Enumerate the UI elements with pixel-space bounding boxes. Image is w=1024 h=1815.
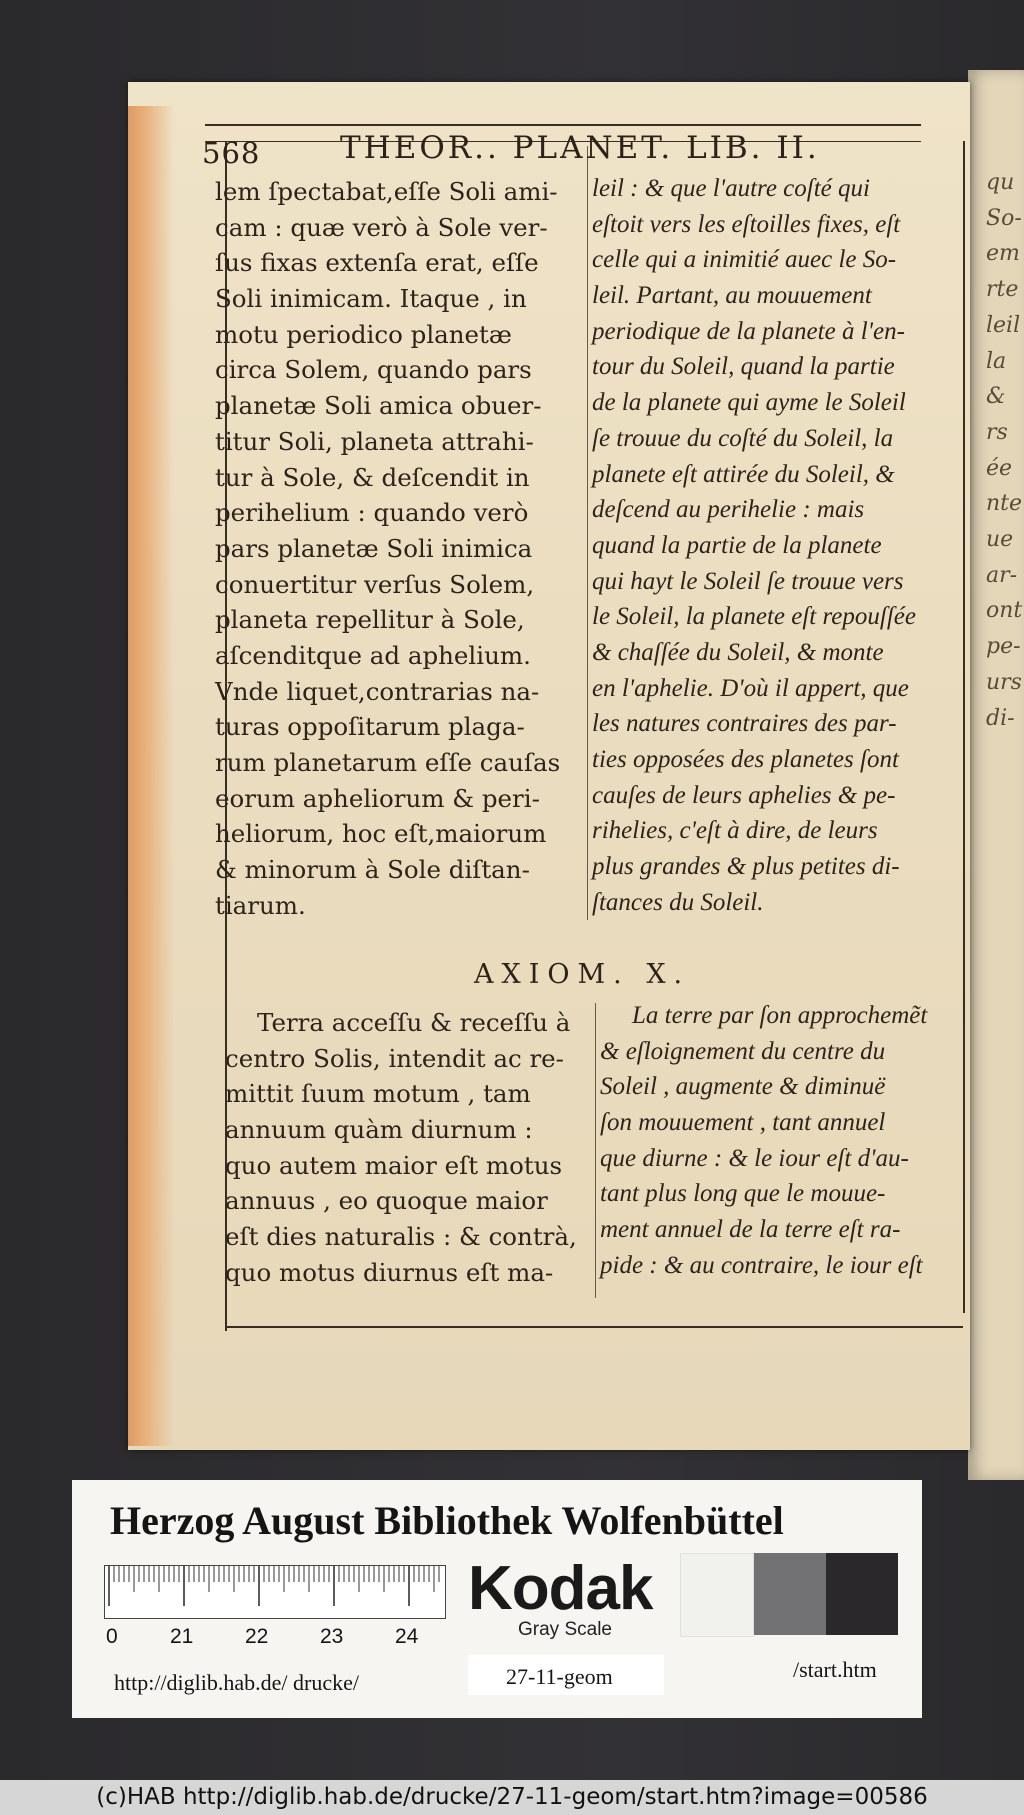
text-line: Soleil , augmente & diminuë — [600, 1073, 886, 1101]
text-line: annuum quàm diurnum : — [225, 1115, 533, 1145]
gray-scale-label: Gray Scale — [518, 1619, 612, 1640]
text-line: & eſloignement du centre du — [600, 1037, 886, 1065]
facing-page-fragment: leil — [986, 312, 1021, 338]
ruler-label: 23 — [320, 1625, 344, 1648]
page-edge-stain — [128, 106, 174, 1446]
column-divider-lower — [595, 1003, 596, 1298]
facing-page-fragment: ée — [986, 455, 1013, 481]
text-line: perihelium : quando verò — [215, 498, 529, 528]
frame-rule-bottom — [225, 1326, 963, 1328]
facing-page-fragment: So- — [986, 205, 1022, 231]
text-line: turas oppoſitarum plaga- — [215, 712, 525, 742]
text-line: en l'aphelie. D'où il appert, que — [592, 674, 909, 702]
text-line: conuertitur verſus Solem, — [215, 569, 535, 599]
text-line: annuus , eo quoque maior — [225, 1186, 548, 1216]
text-line: ment annuel de la terre eſt ra- — [600, 1216, 901, 1244]
measurement-ruler — [104, 1565, 446, 1619]
running-title: THEOR.. PLANET. LIB. II. — [340, 130, 820, 166]
text-line: ſe trouue du coſté du Soleil, la — [592, 424, 894, 452]
facing-page-fragment: & — [986, 384, 1006, 410]
text-line: tur à Sole, & deſcendit in — [215, 462, 530, 492]
text-line: ſus fixas extenſa erat, eſſe — [215, 248, 539, 278]
text-line: centro Solis, intendit ac re- — [225, 1043, 564, 1073]
text-line: & minorum à Sole diſtan- — [215, 855, 530, 885]
ruler-ticks — [105, 1566, 445, 1618]
text-line: que diurne : & le iour eſt d'au- — [600, 1144, 909, 1172]
gray-patch-mid — [754, 1553, 826, 1635]
text-line: qui hayt le Soleil ſe trouue vers — [592, 567, 904, 595]
kodak-logo: Kodak — [468, 1554, 653, 1623]
facing-page-fragment: ar- — [986, 562, 1018, 588]
text-line: eorum apheliorum & peri- — [215, 783, 540, 813]
text-line: tiarum. — [215, 890, 306, 920]
text-line: periodique de la planete à l'en- — [592, 317, 905, 345]
text-line: pars planetæ Soli inimica — [215, 533, 533, 563]
text-line: aſcenditque ad aphelium. — [215, 640, 531, 670]
facing-page-fragment: pe- — [986, 634, 1021, 660]
text-line: leil : & que l'autre coſté qui — [592, 175, 870, 202]
text-line: circa Solem, quando pars — [215, 355, 532, 385]
text-line: tour du Soleil, quand la partie — [592, 353, 895, 381]
text-line: ſon mouuement , tant annuel — [600, 1109, 886, 1137]
french-column-lower — [600, 998, 962, 1284]
facing-page-fragment: urs — [986, 669, 1022, 695]
text-line: lem ſpectabat,eſſe Soli ami- — [215, 177, 558, 206]
text-line: planetæ Soli amica obuer- — [215, 391, 542, 421]
text-line: Terra acceſſu & receſſu à — [257, 1008, 571, 1037]
text-line: mittit ſuum motum , tam — [225, 1079, 531, 1109]
french-column-upper — [592, 171, 954, 920]
text-line: La terre par ſon approchemẽt — [632, 1002, 928, 1029]
text-line: planeta repellitur à Sole, — [215, 605, 525, 635]
copyright-caption: (c)HAB http://diglib.hab.de/drucke/27-11-geom/start.htm?image=00586 — [96, 1784, 928, 1810]
text-line: & chaſſée du Soleil, & monte — [592, 638, 884, 666]
url-tail: /start.htm — [793, 1657, 877, 1682]
text-line: eſt dies naturalis : & contrà, — [225, 1222, 577, 1252]
text-line: rum planetarum eſſe cauſas — [215, 748, 561, 777]
latin-column-lower — [225, 1005, 593, 1291]
facing-page-edge — [968, 70, 1024, 1480]
text-line: Vnde liquet,contrarias na- — [215, 676, 540, 706]
facing-page-fragment: di- — [986, 705, 1015, 731]
text-line: planete eſt attirée du Soleil, & — [592, 460, 895, 488]
ruler-label: 0 — [106, 1625, 118, 1648]
text-line: rihelies, c'eſt à dire, de leurs — [592, 817, 878, 845]
text-line: de la planete qui ayme le Soleil — [592, 389, 906, 417]
url-base: http://diglib.hab.de/ drucke/ — [114, 1670, 360, 1695]
text-line: quand la partie de la planete — [592, 531, 882, 559]
facing-page-fragment: la — [986, 348, 1007, 374]
axiom-heading: AXIOM. X. — [474, 959, 691, 990]
text-line: cam : quæ verò à Sole ver- — [215, 212, 548, 242]
facing-page-fragment: ont — [986, 598, 1023, 624]
facing-page-fragment: rte — [986, 277, 1019, 303]
ruler-label: 24 — [395, 1625, 419, 1648]
text-line: quo autem maior eſt motus — [225, 1150, 563, 1180]
text-line: celle qui a inimitié auec le So- — [592, 246, 897, 274]
page-number: 568 — [202, 136, 261, 170]
gray-patch-black — [826, 1553, 898, 1635]
facing-page-fragment: ue — [986, 527, 1014, 552]
text-line: titur Soli, planeta attrahi- — [215, 426, 534, 456]
facing-page-fragment: qu — [986, 170, 1015, 195]
text-line: leil. Partant, au mouuement — [592, 282, 872, 310]
library-name: Herzog August Bibliothek Wolfenbüttel — [110, 1498, 784, 1543]
text-line: le Soleil, la planete eſt repouſſée — [592, 603, 916, 631]
facing-page-fragment: em — [986, 241, 1020, 267]
latin-column-upper — [215, 174, 585, 923]
ruler-label: 21 — [170, 1625, 194, 1648]
ruler-label: 22 — [245, 1625, 269, 1648]
facing-page-fragment: nte — [986, 491, 1023, 517]
text-line: pide : & au contraire, le iour eſt — [600, 1251, 923, 1279]
text-line: heliorum, hoc eſt,maiorum — [215, 819, 547, 849]
text-line: tant plus long que le mouue- — [600, 1180, 886, 1208]
facing-page-fragment: rs — [986, 419, 1008, 445]
text-line: les natures contraires des par- — [592, 710, 897, 738]
gray-patch-white — [680, 1553, 754, 1637]
text-line: Soli inimicam. Itaque , in — [215, 284, 527, 314]
text-line: plus grandes & plus petites di- — [592, 853, 900, 881]
text-line: motu periodico planetæ — [215, 319, 512, 349]
frame-rule-top — [205, 124, 921, 126]
text-line: ties opposées des planetes ſont — [592, 746, 899, 773]
url-id: 27-11-geom — [506, 1664, 613, 1689]
text-line: cauſes de leurs aphelies & pe- — [592, 781, 896, 809]
text-line: quo motus diurnus eſt ma- — [225, 1257, 554, 1287]
text-line: eſtoit vers les eſtoilles fixes, eſt — [592, 210, 901, 238]
text-line: ſtances du Soleil. — [592, 888, 764, 916]
frame-rule-right — [963, 141, 965, 1313]
column-divider-upper — [587, 146, 588, 920]
text-line: deſcend au perihelie : mais — [592, 496, 865, 524]
